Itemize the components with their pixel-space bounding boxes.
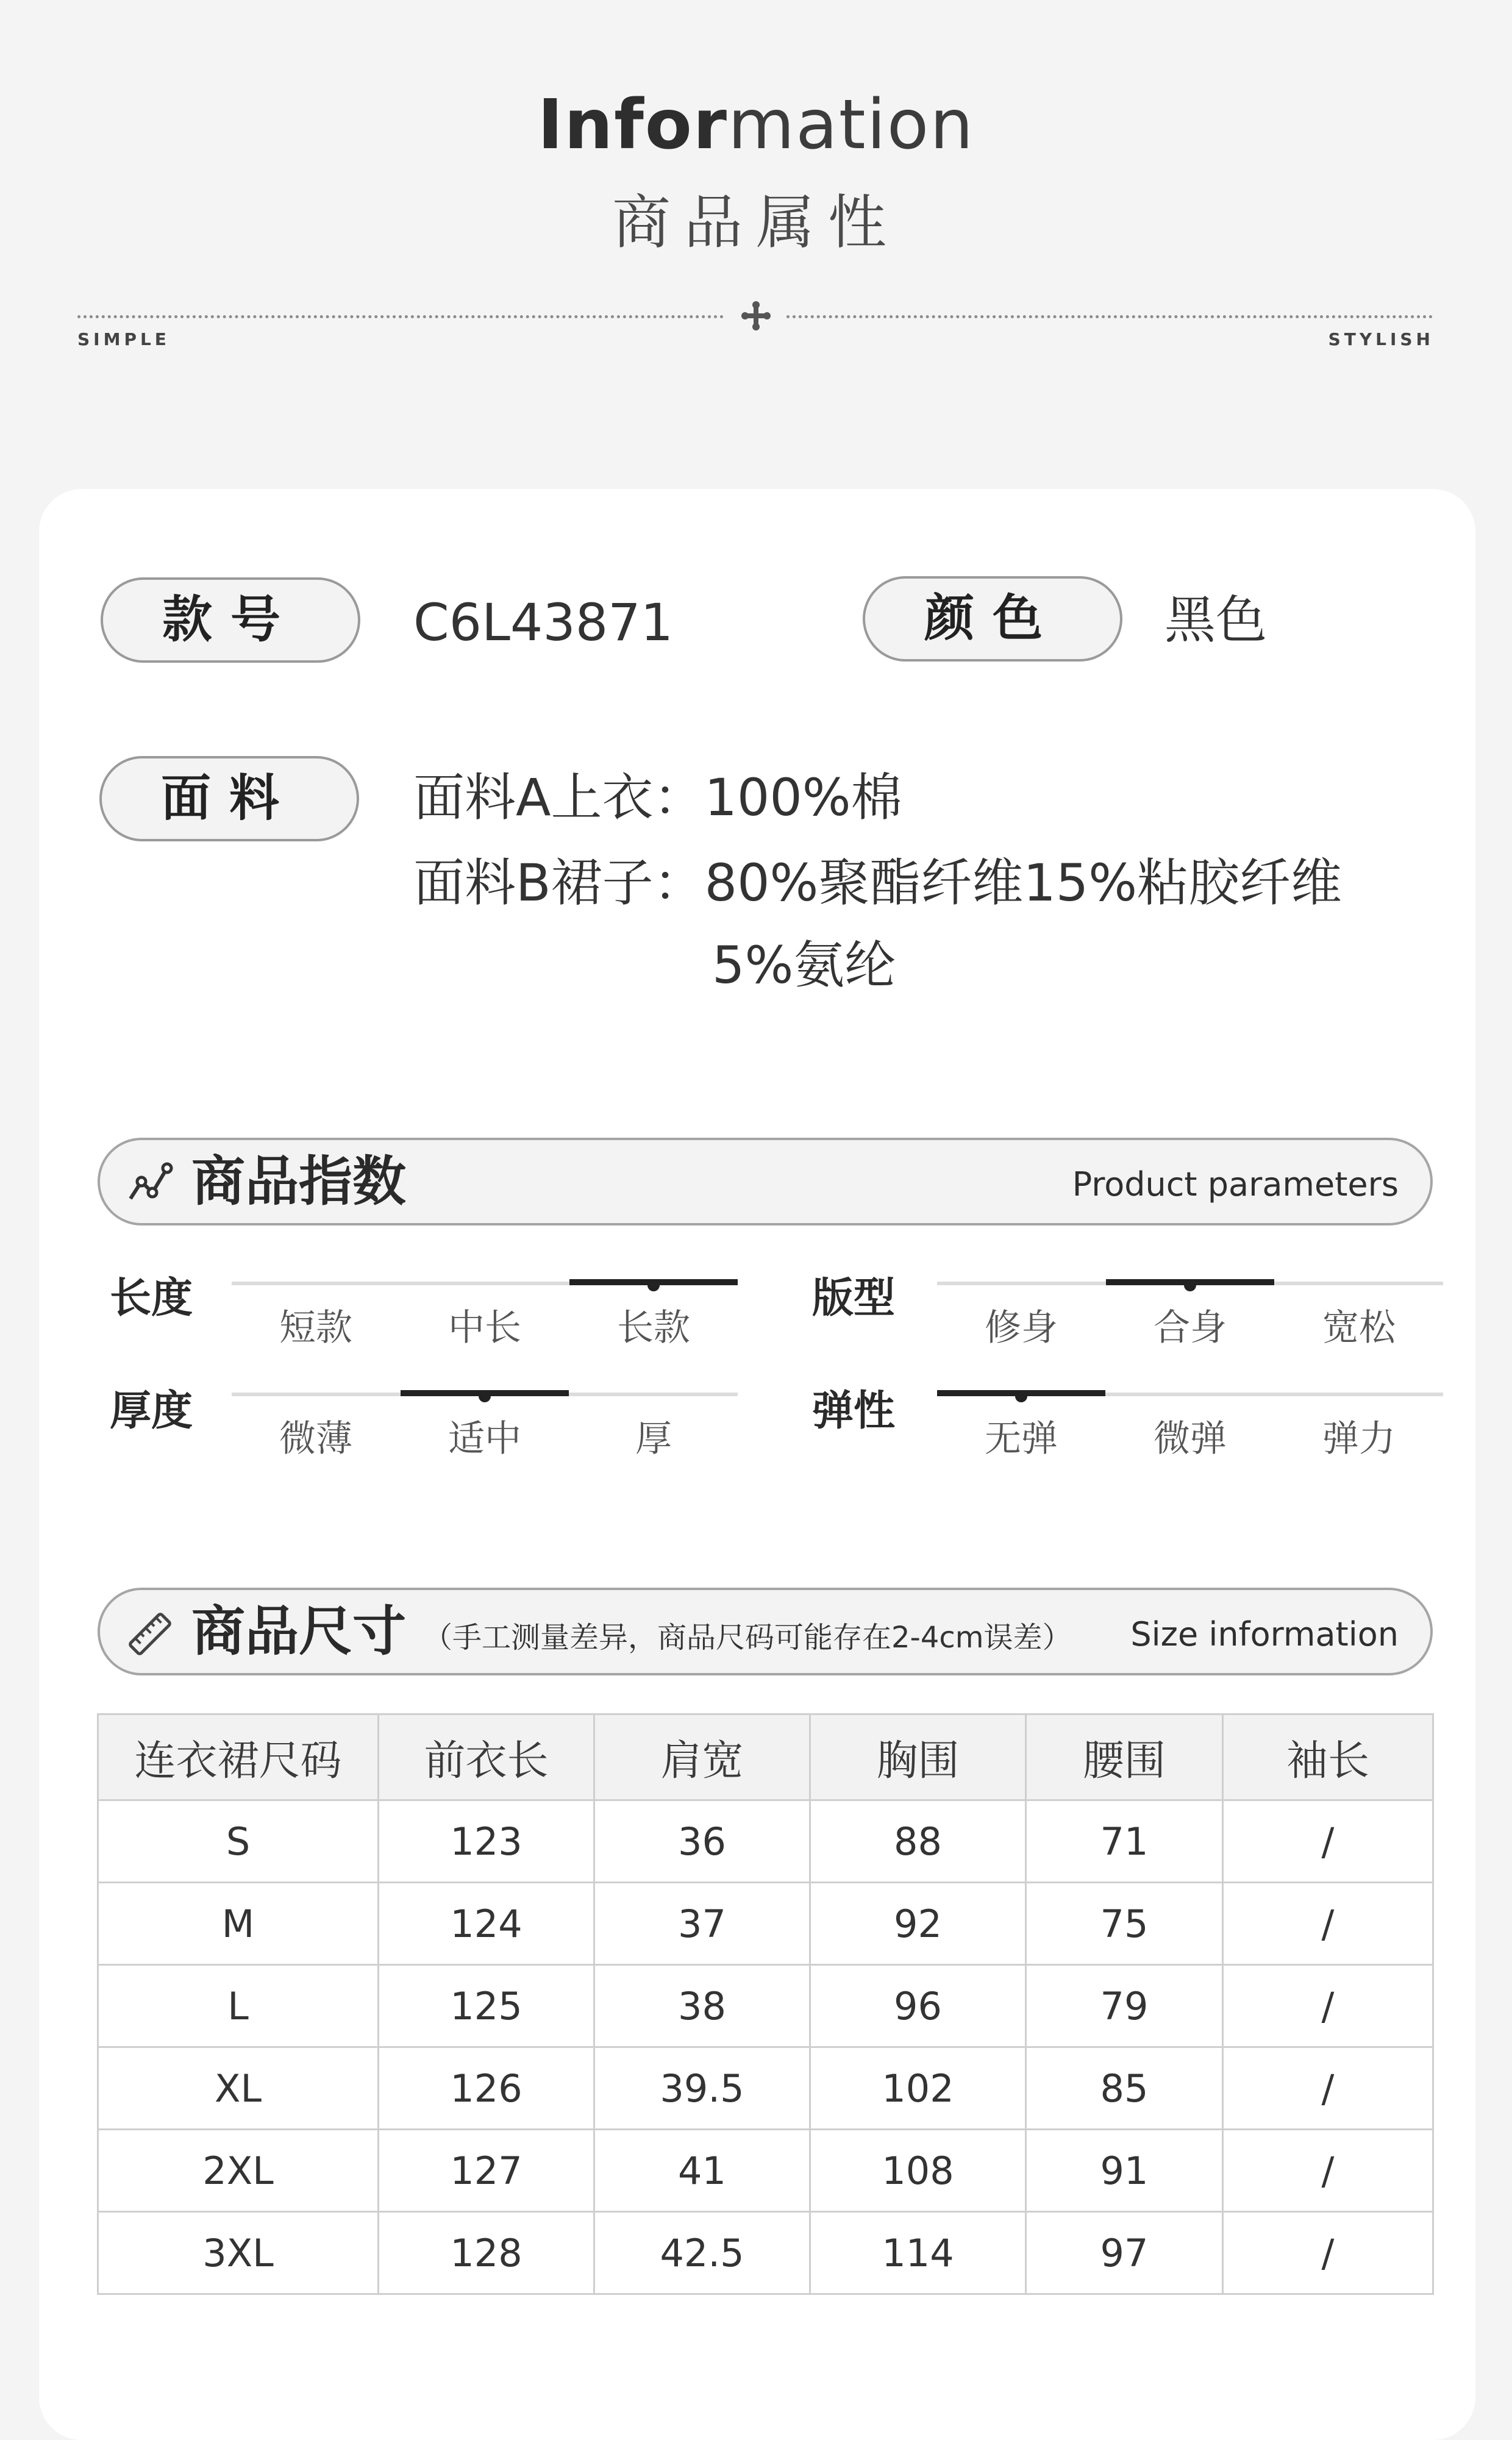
fabric-line-1-prefix: 面料A上衣： (413, 768, 705, 827)
size-cell: 2XL (98, 2130, 379, 2212)
tag-simple: SIMPLE (77, 329, 170, 349)
scale-selected-knob (1184, 1279, 1196, 1291)
scale-selected-knob (647, 1279, 660, 1291)
divider-left (77, 315, 724, 318)
param-fit-label: 版型 (812, 1274, 896, 1322)
size-note: （手工测量差异，商品尺码可能存在2-4cm误差） (423, 1621, 1072, 1655)
table-row (98, 1965, 1433, 2047)
size-cell: XL (98, 2047, 379, 2130)
measurement-cell: 38 (594, 1965, 810, 2047)
tag-stylish: STYLISH (1328, 329, 1434, 349)
scale-selected-knob (479, 1390, 491, 1402)
measurement-cell: / (1223, 1800, 1433, 1883)
param-length-scale (232, 1279, 738, 1364)
measurement-cell: / (1223, 1883, 1433, 1965)
measurement-cell: 75 (1026, 1883, 1223, 1965)
measurement-cell: 102 (810, 2047, 1026, 2130)
table-header-cell: 胸围 (810, 1714, 1026, 1800)
measurement-cell: / (1223, 2212, 1433, 2294)
measurement-cell: 123 (379, 1800, 594, 1883)
table-header-cell: 连衣裙尺码 (98, 1714, 379, 1800)
param-thickness-scale (232, 1390, 738, 1475)
size-cell: S (98, 1800, 379, 1883)
measurement-cell: 79 (1026, 1965, 1223, 2047)
fabric-line-1-text: 100%棉 (704, 768, 902, 827)
params-title-en: Product parameters (1072, 1165, 1399, 1204)
measurement-cell: 88 (810, 1800, 1026, 1883)
scale-option: 无弹 (985, 1418, 1058, 1460)
measurement-cell: 125 (379, 1965, 594, 2047)
size-cell: M (98, 1883, 379, 1965)
size-cell: 3XL (98, 2212, 379, 2294)
size-title: 商品尺寸 (191, 1600, 407, 1663)
measurement-cell: 114 (810, 2212, 1026, 2294)
size-cell: L (98, 1965, 379, 2047)
color-value: 黑色 (1164, 590, 1268, 650)
ruler-icon (127, 1611, 173, 1657)
param-thickness-label: 厚度 (110, 1387, 193, 1435)
table-row (98, 1883, 1433, 1965)
fabric-line-1 (413, 764, 902, 831)
size-table (97, 1713, 1434, 2295)
fabric-line-2-prefix: 面料B裙子： (413, 853, 705, 913)
scale-selected-knob (1015, 1390, 1027, 1402)
size-section-header (98, 1588, 1433, 1675)
fabric-label: 面料 (99, 756, 359, 841)
measurement-cell: / (1223, 2130, 1433, 2212)
measurement-cell: 97 (1026, 2212, 1223, 2294)
style-number-value: C6L43871 (413, 593, 674, 652)
fabric-line-2 (413, 849, 1342, 916)
scale-option: 适中 (448, 1418, 521, 1460)
line-chart-icon (127, 1161, 173, 1207)
scale-option: 微弹 (1154, 1418, 1227, 1460)
param-fit-scale (937, 1279, 1443, 1364)
table-header-cell: 前衣长 (379, 1714, 594, 1800)
cross-ornament-icon (739, 299, 773, 333)
measurement-cell: 126 (379, 2047, 594, 2130)
scale-option: 短款 (279, 1307, 352, 1349)
scale-option: 长款 (617, 1307, 690, 1349)
param-elasticity-label: 弹性 (812, 1387, 896, 1435)
measurement-cell: 127 (379, 2130, 594, 2212)
scale-option: 厚 (635, 1418, 672, 1460)
measurement-cell: 92 (810, 1883, 1026, 1965)
table-header-row (98, 1714, 1433, 1800)
scale-option: 合身 (1154, 1307, 1227, 1349)
table-row (98, 2047, 1433, 2130)
measurement-cell: / (1223, 1965, 1433, 2047)
measurement-cell: 41 (594, 2130, 810, 2212)
measurement-cell: 42.5 (594, 2212, 810, 2294)
page-title (0, 82, 1512, 168)
title-light: mation (728, 85, 975, 165)
measurement-cell: 124 (379, 1883, 594, 1965)
scale-option: 中长 (448, 1307, 521, 1349)
table-row (98, 1800, 1433, 1883)
measurement-cell: 128 (379, 2212, 594, 2294)
page-subtitle: 商品属性 (612, 188, 900, 257)
title-bold: Infor (537, 85, 729, 165)
param-elasticity-scale (937, 1390, 1443, 1475)
measurement-cell: 36 (594, 1800, 810, 1883)
table-header-cell: 腰围 (1026, 1714, 1223, 1800)
color-label: 颜色 (863, 576, 1122, 662)
table-header-cell: 袖长 (1223, 1714, 1433, 1800)
scale-option: 修身 (985, 1307, 1058, 1349)
measurement-cell: / (1223, 2047, 1433, 2130)
table-header-cell: 肩宽 (594, 1714, 810, 1800)
measurement-cell: 96 (810, 1965, 1026, 2047)
table-row (98, 2212, 1433, 2294)
measurement-cell: 39.5 (594, 2047, 810, 2130)
measurement-cell: 91 (1026, 2130, 1223, 2212)
params-title: 商品指数 (191, 1150, 407, 1213)
divider-right (786, 315, 1433, 318)
style-number-label: 款号 (101, 577, 360, 663)
fabric-line-3: 5%氨纶 (712, 935, 896, 995)
param-length-label: 长度 (110, 1274, 193, 1322)
scale-option: 宽松 (1322, 1307, 1396, 1349)
measurement-cell: 37 (594, 1883, 810, 1965)
measurement-cell: 108 (810, 2130, 1026, 2212)
measurement-cell: 71 (1026, 1800, 1223, 1883)
params-section-header (98, 1138, 1433, 1225)
fabric-line-2-text: 80%聚酯纤维15%粘胶纤维 (704, 853, 1343, 913)
table-row (98, 2130, 1433, 2212)
scale-option: 弹力 (1322, 1418, 1396, 1460)
measurement-cell: 85 (1026, 2047, 1223, 2130)
size-title-en: Size information (1130, 1615, 1399, 1653)
scale-option: 微薄 (279, 1418, 352, 1460)
